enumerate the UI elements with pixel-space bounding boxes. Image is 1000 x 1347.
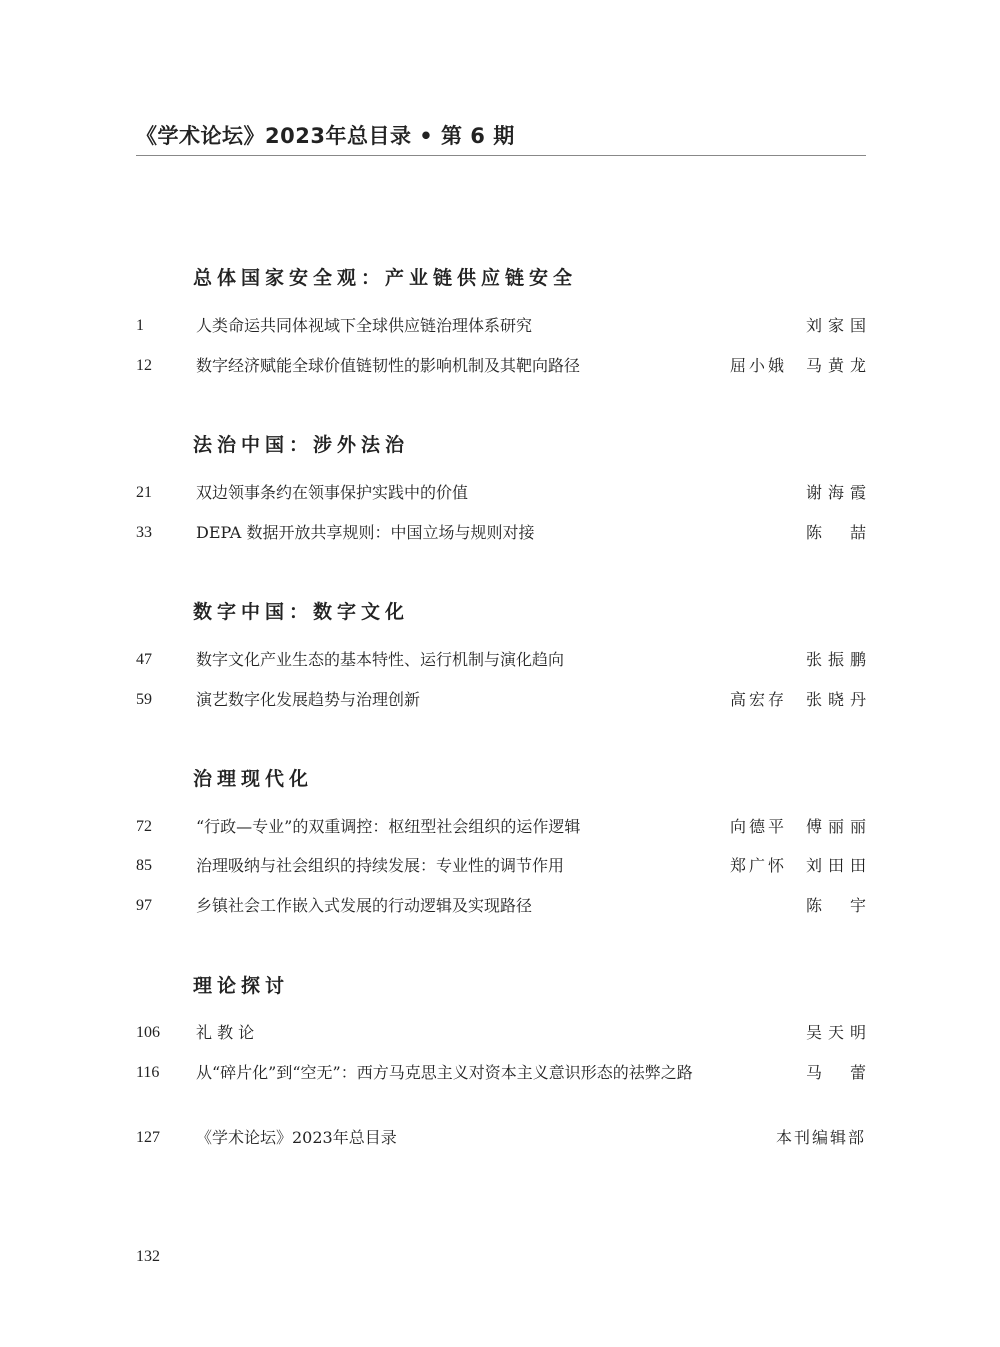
- toc-entry[interactable]: [136, 315, 866, 337]
- entry-page: 116: [136, 1064, 160, 1081]
- toc-entry[interactable]: [136, 689, 866, 711]
- entry-title: 《学术论坛》2023年总目录: [196, 1128, 397, 1147]
- entry-author: 本刊编辑部: [775, 1128, 866, 1147]
- journal-header: 《学术论坛》2023年总目录 • 第 6 期: [136, 124, 515, 148]
- entry-page: 1: [136, 317, 144, 334]
- section-title: 治理现代化: [193, 768, 314, 790]
- entry-author-1: 向德平: [730, 817, 788, 836]
- toc-entry[interactable]: [136, 816, 866, 838]
- entry-author-2: 傅丽丽: [806, 817, 866, 836]
- entry-title: 双边领事条约在领事保护实践中的价值: [196, 483, 469, 502]
- section-title: 理论探讨: [193, 975, 290, 997]
- entry-title: 人类命运共同体视域下全球供应链治理体系研究: [196, 316, 533, 335]
- entry-title: 从“碎片化”到“空无”：西方马克思主义对资本主义意识形态的祛弊之路: [196, 1063, 693, 1082]
- entry-page: 97: [136, 897, 152, 914]
- entry-page: 33: [136, 524, 152, 541]
- toc-entry[interactable]: [136, 355, 866, 377]
- page-number: 132: [136, 1248, 160, 1265]
- entry-page: 85: [136, 857, 152, 874]
- entry-page: 127: [136, 1129, 160, 1146]
- section-title: 法治中国：涉外法治: [193, 434, 410, 456]
- toc-entry[interactable]: [136, 895, 866, 917]
- entry-title: 治理吸纳与社会组织的持续发展：专业性的调节作用: [196, 856, 565, 875]
- toc-entry[interactable]: [136, 1022, 866, 1044]
- entry-author-2: 张振鹏: [806, 650, 866, 669]
- entry-title: 礼 教 论: [196, 1023, 255, 1042]
- entry-title: 演艺数字化发展趋势与治理创新: [196, 690, 421, 709]
- entry-author-2: 马黄龙: [806, 356, 866, 375]
- entry-author-2: 刘田田: [806, 856, 866, 875]
- section-title: 总体国家安全观：产业链供应链安全: [193, 267, 578, 289]
- entry-title: DEPA 数据开放共享规则：中国立场与规则对接: [196, 523, 535, 542]
- toc-entry[interactable]: [136, 522, 866, 544]
- entry-author-1: 高宏存: [730, 690, 788, 709]
- entry-author-2: 马 蕾: [806, 1063, 866, 1082]
- entry-page: 21: [136, 484, 152, 501]
- entry-page: 106: [136, 1024, 160, 1041]
- toc-entry[interactable]: [136, 1062, 866, 1084]
- entry-author-2: 刘家国: [806, 316, 866, 335]
- entry-author-2: 陈 喆: [806, 523, 866, 542]
- entry-page: 12: [136, 357, 152, 374]
- entry-page: 59: [136, 691, 152, 708]
- entry-author-2: 陈 宇: [806, 896, 866, 915]
- header-divider: [136, 155, 866, 156]
- entry-title: 数字文化产业生态的基本特性、运行机制与演化趋向: [196, 650, 565, 669]
- entry-title: 数字经济赋能全球价值链韧性的影响机制及其靶向路径: [196, 356, 581, 375]
- entry-page: 47: [136, 651, 152, 668]
- entry-author-1: 郑广怀: [730, 856, 788, 875]
- entry-author-2: 张晓丹: [806, 690, 866, 709]
- toc-entry[interactable]: [136, 482, 866, 504]
- entry-title: “行政—专业”的双重调控：枢纽型社会组织的运作逻辑: [196, 817, 581, 836]
- section-title: 数字中国：数字文化: [193, 601, 410, 623]
- entry-author-2: 谢海霞: [806, 483, 866, 502]
- entry-page: 72: [136, 818, 152, 835]
- toc-entry[interactable]: [136, 649, 866, 671]
- entry-title: 乡镇社会工作嵌入式发展的行动逻辑及实现路径: [196, 896, 533, 915]
- entry-author-1: 屈小娥: [730, 356, 788, 375]
- toc-entry-closing[interactable]: [136, 1127, 866, 1149]
- toc-entry[interactable]: [136, 855, 866, 877]
- entry-author-2: 吴天明: [806, 1023, 866, 1042]
